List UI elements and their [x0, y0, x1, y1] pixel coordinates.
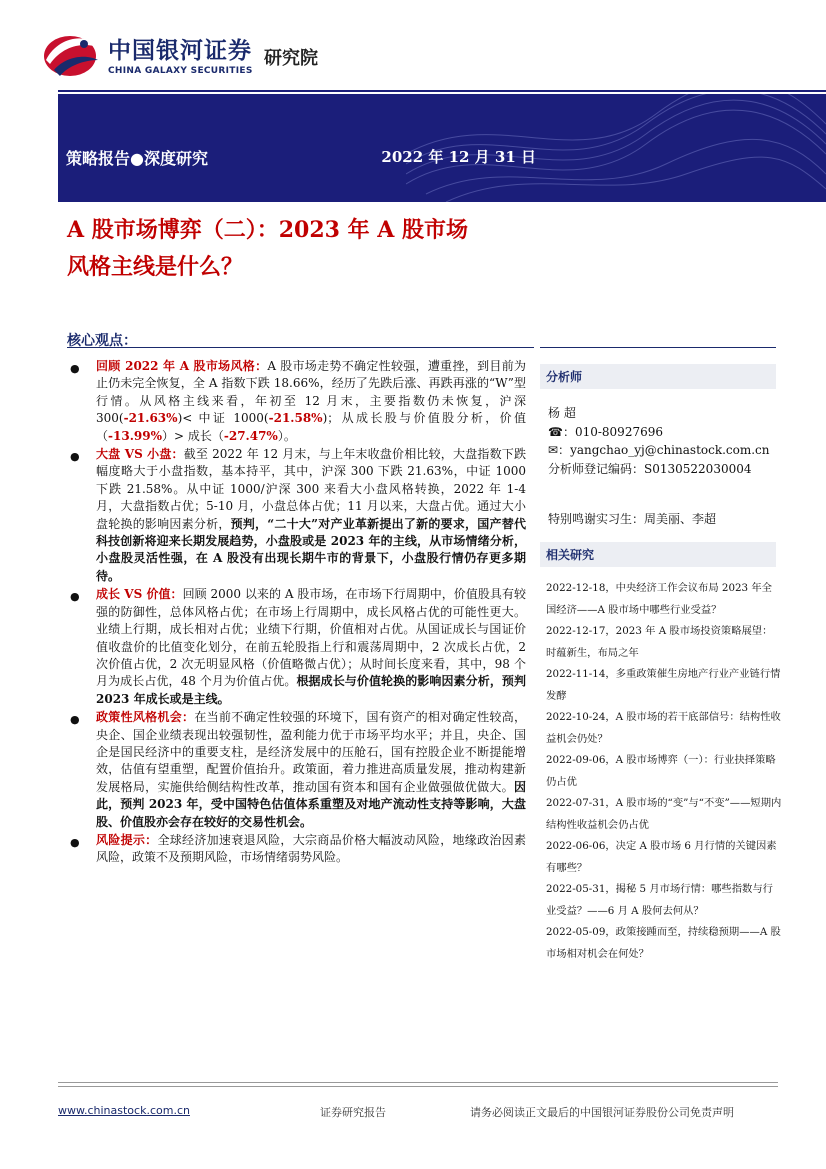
footer-divider-2 — [58, 1086, 778, 1087]
analyst-cert: S0130522030004 — [644, 461, 752, 476]
email-icon: ✉： — [548, 443, 571, 457]
header-banner — [58, 94, 826, 202]
key-point-text: -21.63% — [123, 411, 178, 426]
key-point-lead: 大盘 VS 小盘： — [96, 447, 184, 462]
key-point-lead: 风险提示： — [96, 832, 158, 847]
analyst-email-row — [548, 441, 778, 460]
report-title — [67, 212, 537, 286]
key-point-text: 根据成长与价值轮换的影响因素分析，预判 2023 年成长或是主线。 — [96, 674, 526, 706]
key-point — [66, 832, 526, 867]
intern-thanks: 特别鸣谢实习生：周美丽、李超 — [548, 512, 717, 526]
analyst-info — [548, 404, 778, 478]
report-date: 2022 年 12 月 31 日 — [381, 148, 536, 166]
bullet-icon: ● — [70, 450, 80, 464]
related-research-item[interactable]: 2022-07-31，A 股市场的“变”与“不变”——短期内结构性收益机会仍占优 — [546, 797, 782, 831]
related-research-item[interactable]: 2022-11-14，多重政策催生房地产行业产业链行情发酵 — [546, 668, 781, 702]
related-research-item[interactable]: 2022-05-09，政策接踵而至，持续稳预期——A 股市场相对机会在何处？ — [546, 926, 781, 960]
key-point-text: 全球经济加速衰退风险，大宗商品价格大幅波动风险，地缘政治因素风险，政策不及预期风险，市场情绪弱势风险。 — [96, 832, 526, 865]
key-point-lead: 回顾 2022 年 A 股市场风格： — [96, 359, 268, 373]
key-point-text: -13.99% — [108, 428, 162, 443]
related-research-item[interactable]: 2022-06-06，决定 A 股市场 6 月行情的关键因素有哪些？ — [546, 840, 777, 874]
footer-website-link[interactable]: www.chinastock.com.cn — [58, 1104, 190, 1117]
bullet-icon: ● — [70, 362, 80, 375]
key-point-text: )；从成长股与价值股分析，价值（ — [96, 411, 526, 443]
bullet-icon: ● — [70, 590, 80, 604]
related-research-item[interactable]: 2022-12-18，中央经济工作会议布局 2023 年全国经济——A 股市场中哪些行业受益？ — [546, 582, 772, 616]
key-point — [66, 358, 526, 445]
phone-icon: ☎： — [548, 424, 575, 439]
core-divider — [67, 347, 534, 348]
related-research-heading: 相关研究 — [540, 542, 776, 567]
side-divider — [540, 347, 776, 348]
key-point-text: A 股市场走势不确定性较强，遭重挫，到目前为止仍未完全恢复，全 A 指数下跌 18.66%，经历了先跌后涨、再跌再涨的“W”型行情。从风格主线来看，年初至 12 月末，主要指数仍未恢复，沪深 300( — [96, 359, 527, 426]
cert-label: 分析师登记编码： — [548, 461, 645, 476]
banner-top-line — [58, 90, 826, 92]
analyst-email[interactable]: yangchao_yj@chinastock.com.cn — [570, 443, 770, 457]
report-type: 策略报告●深度研究 — [66, 149, 208, 168]
logo-english-name: CHINA GALAXY SECURITIES — [108, 66, 253, 76]
analyst-phone-row — [548, 423, 778, 442]
footer-report-label: 证券研究报告 — [320, 1106, 386, 1119]
key-point-text: 截至 2022 年 12 月末，与上年末收盘价相比较，大盘指数下跌幅度略大于小盘指数，基本持平，其中，沪深 300 下跌 21.63%，中证 1000 下跌 21.58%。从中证 1000/沪深 300 来看大小盘风格转换，2022 年 1-4 月，大盘指数占优；5-10 月，小盘总体占优；11 月以来，大盘占优。通过大小盘轮换的影响因素分析， — [96, 447, 526, 531]
key-point — [66, 709, 526, 831]
key-points-list — [66, 358, 526, 868]
analyst-cert-row — [548, 460, 778, 479]
title-line-1: A 股市场博弈（二）：2023 年 A 股市场 — [67, 217, 469, 243]
key-point-text: -27.47% — [223, 428, 278, 443]
brand-logo — [40, 26, 340, 82]
analyst-phone: 010-80927696 — [574, 424, 663, 439]
galaxy-logo-icon — [40, 26, 104, 82]
key-point-text: ）> 成长（ — [161, 428, 224, 443]
related-research-list — [546, 578, 782, 965]
key-point-text: 因此，预判 2023 年，受中国特色估值体系重塑及对地产流动性支持等影响，大盘股、价值股亦会存在较好的交易性机会。 — [96, 779, 526, 829]
analyst-heading: 分析师 — [540, 364, 776, 389]
bullet-icon: ● — [70, 713, 80, 727]
logo-chinese-name: 中国银河证券 — [108, 38, 252, 64]
key-point-text: ）。 — [277, 428, 296, 443]
key-point-lead: 成长 VS 价值： — [96, 587, 183, 602]
key-point — [66, 446, 526, 585]
related-research-item[interactable]: 2022-05-31，揭秘 5 月市场行情：哪些指数与行业受益？——6 月 A 股何去何从？ — [546, 883, 773, 917]
title-line-2: 风格主线是什么？ — [67, 254, 244, 280]
footer-divider — [58, 1082, 778, 1083]
key-point-text: -21.58% — [268, 411, 323, 426]
footer-disclaimer: 请务必阅读正文最后的中国银河证券股份公司免责声明 — [470, 1106, 734, 1119]
key-point — [66, 586, 526, 708]
key-point-text: 预判，“二十大”对产业革新提出了新的要求，国产替代科技创新将迎来长期发展趋势，小盘股或是 2023 年的主线，从市场情绪分析，小盘股灵活性强，在 A 股没有出现长期牛市的背景下，小盘股行情仍存更多期待。 — [96, 516, 526, 583]
related-research-item[interactable]: 2022-09-06，A 股市场博弈（一）：行业抉择策略仍占优 — [546, 754, 776, 788]
analyst-name: 杨 超 — [548, 406, 576, 420]
key-point-lead: 政策性风格机会： — [96, 710, 195, 725]
related-research-item[interactable]: 2022-10-24，A 股市场的若干底部信号：结构性收益机会仍处？ — [546, 711, 781, 745]
institute-label: 研究院 — [264, 48, 318, 69]
related-research-item[interactable]: 2022-12-17，2023 年 A 股市场投资策略展望：时蕴新生，布局之年 — [546, 625, 773, 659]
core-viewpoints-label: 核心观点： — [67, 333, 137, 349]
bullet-icon: ● — [70, 835, 80, 849]
key-point-text: 回顾 2000 以来的 A 股市场，在市场下行周期中，价值股具有较强的防御性，总体风格占优；在市场上行周期中，成长风格占优的可能性更大。业绩上行期，成长相对占优；业绩下行期，价值相对占优。从国证成长与国证价值收盘价的比值变化划分，在前五轮股指上行和震荡周期中，2 次成长占优，2 次价值占优，2 次无明显风格（价值略微占优）；从时间长度来看，其中，98 个月为成长占优，48 个月为价值占优。 — [96, 587, 526, 689]
key-point-text: 在当前不确定性较强的环境下，国有资产的相对确定性较高，央企、国企业绩表现出较强韧性，盈利能力优于市场平均水平；并且，央企、国企是国民经济中的重要支柱，是经济发展中的压舱石，国有控股企业不断提能增效，估值有望重塑，配置价值抬升。政策面，着力推进高质量发展，推动构建新发展格局，实施供给侧结构性改革，推动国有资本和国有企业做强做优做大。 — [96, 710, 526, 794]
key-point-text: )< 中证 1000( — [177, 411, 269, 426]
